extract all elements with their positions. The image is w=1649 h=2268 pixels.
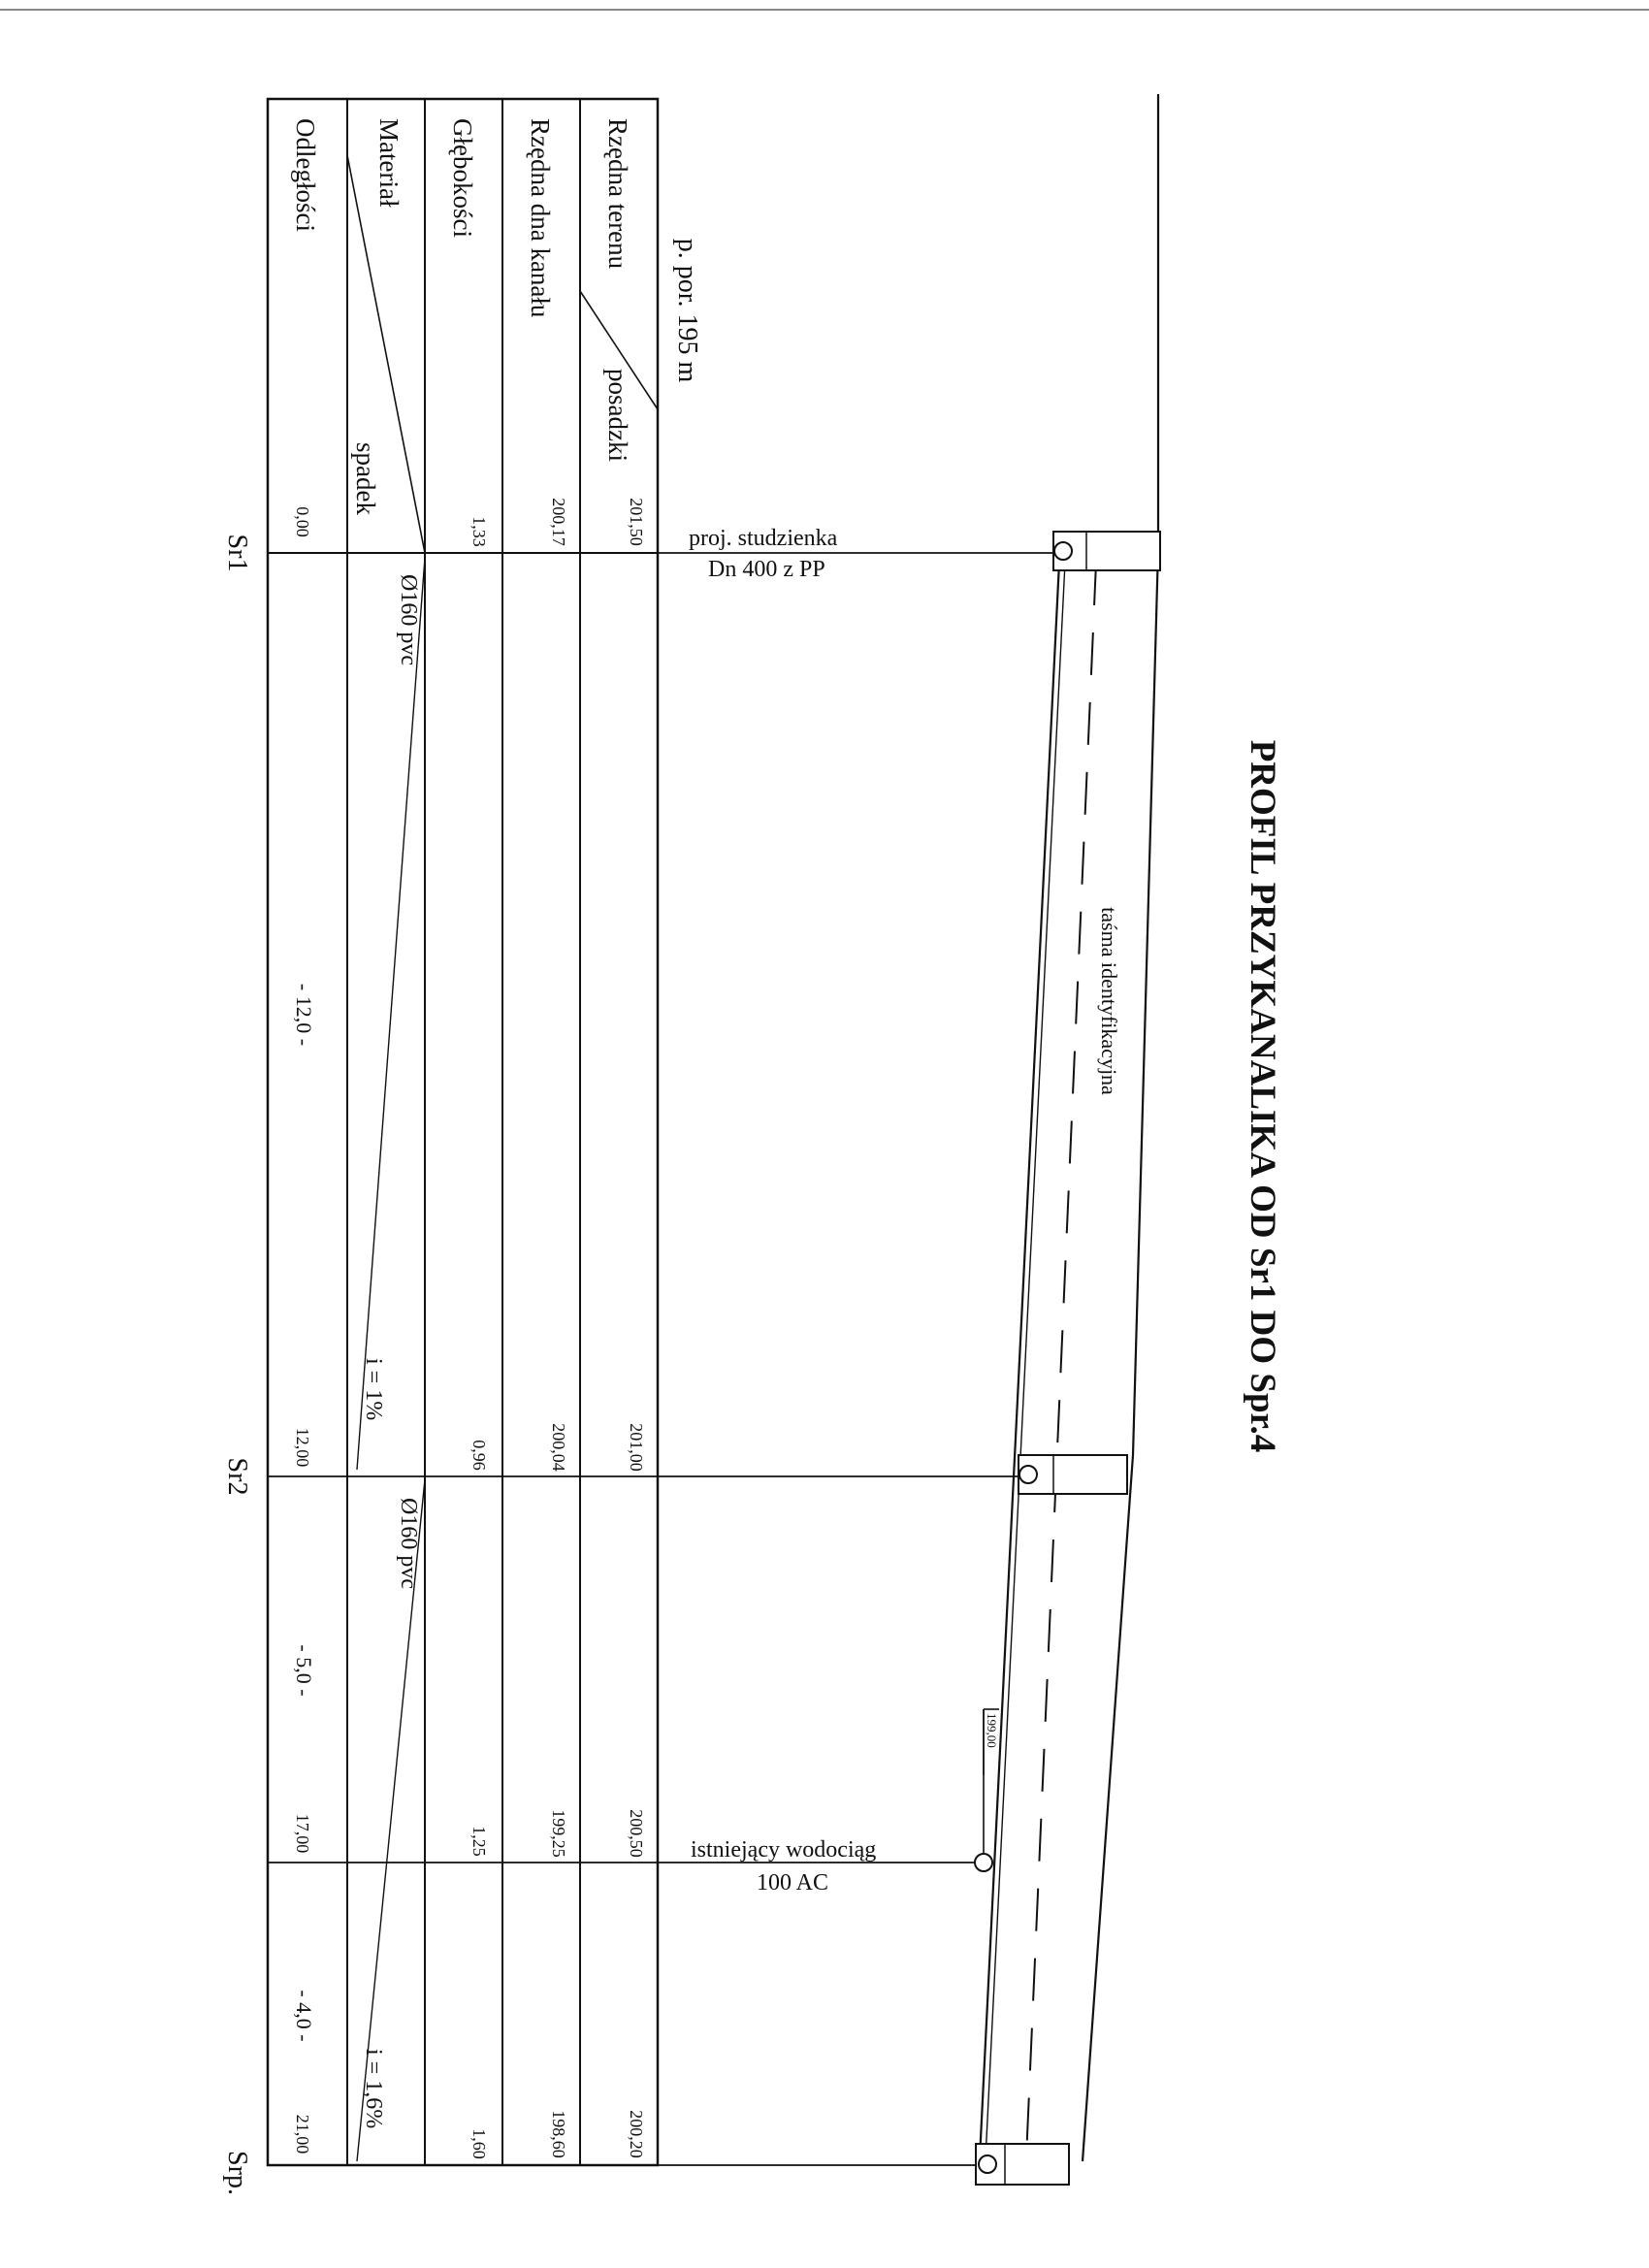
pipe-material-1: Ø160 pvc (396, 574, 421, 665)
row-header-material: Materiał (374, 118, 404, 208)
station-name-sr1: Sr1 (222, 534, 252, 572)
distance-value-sr2: 12,00 (293, 1427, 312, 1468)
distance-value-water: 17,00 (293, 1813, 312, 1854)
row-header-invert: Rzędna dna kanału (526, 118, 555, 318)
table-frame (268, 99, 658, 2165)
ground-value-water: 200,50 (627, 1809, 646, 1858)
segment-length-3: - 4,0 - (292, 1990, 316, 2042)
pipe-material-2: Ø160 pvc (396, 1498, 421, 1589)
depth-value-sr2: 0,96 (469, 1440, 489, 1471)
row-header-depth: Głębokości (448, 118, 477, 238)
invert-value-sr2: 200,04 (549, 1423, 568, 1472)
manhole-srp (976, 2144, 1069, 2185)
reference-level-label: p. por. 195 m (672, 238, 702, 383)
pipe-line-bottom (986, 563, 1065, 2158)
tape-label: taśma identyfikacyjna (1097, 907, 1121, 1095)
invert-value-water: 199,25 (549, 1809, 568, 1858)
row-header-floor: posadzki (603, 369, 632, 462)
ground-value-srp: 200,20 (627, 2110, 646, 2158)
manhole-sr2 (1018, 1455, 1127, 1494)
row-header-ground: Rzędna terenu (603, 118, 632, 270)
segment-length-2: - 5,0 - (292, 1644, 316, 1697)
water-main-note-line1: istniejący wodociąg (691, 1837, 877, 1863)
slope-value-2: i = 1,6% (361, 2049, 386, 2129)
invert-value-sr1: 200,17 (549, 498, 568, 546)
invert-value-srp: 198,60 (549, 2110, 568, 2158)
water-main-symbol (975, 1854, 992, 1871)
manhole-sr1 (1053, 532, 1160, 570)
manhole-note-line1: proj. studzienka (689, 526, 838, 551)
segment-length-1: - 12,0 - (292, 983, 316, 1047)
manhole-note-line2: Dn 400 z PP (708, 557, 825, 582)
depth-value-water: 1,25 (469, 1826, 489, 1857)
station-name-srp: Srp. (222, 2151, 252, 2195)
distance-value-srp: 21,00 (293, 2114, 312, 2155)
water-main-level-label: 199,00 (985, 1713, 999, 1748)
water-main-note-line2: 100 AC (757, 1870, 829, 1895)
pipe-line-top (980, 563, 1059, 2158)
ground-value-sr2: 201,00 (627, 1423, 646, 1472)
slope-value-1: i = 1% (361, 1358, 386, 1421)
row-header-slope: spadek (351, 442, 380, 515)
material-diagonal-1 (357, 558, 425, 1470)
identification-tape-line (1026, 563, 1096, 2158)
station-name-sr2: Sr2 (222, 1457, 252, 1496)
ground-line (1083, 94, 1158, 2161)
ground-value-sr1: 201,50 (627, 498, 646, 546)
depth-value-sr1: 1,33 (469, 516, 489, 547)
distance-value-sr1: 0,00 (293, 506, 312, 537)
drawing-title: PROFIL PRZYKANALIKA OD Sr1 DO Spr.4 (1243, 739, 1282, 1453)
row-header-distance: Odległości (291, 118, 320, 232)
depth-value-srp: 1,60 (469, 2128, 489, 2159)
